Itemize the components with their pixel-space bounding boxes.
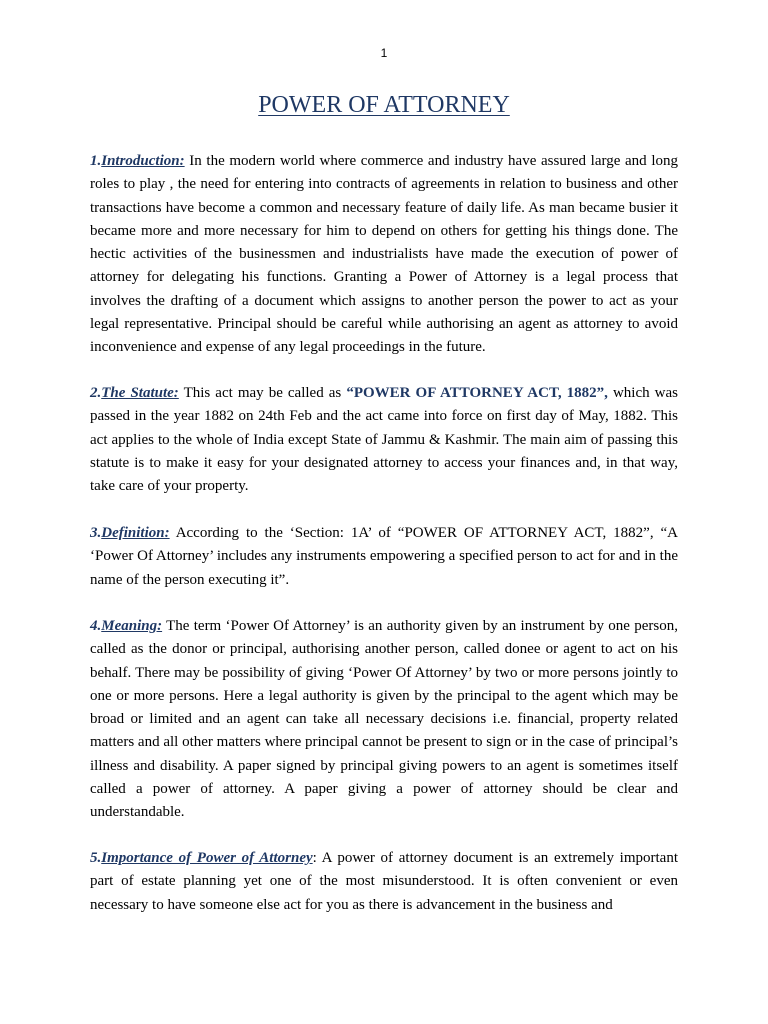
section-number: 3. <box>90 525 102 541</box>
section-body-continued: which was passed in the year 1882 on 24th Feb and the act came into force on first day of May, 1882. This act applies to the whole of India except State of Jammu & Kashmir. The main aim of passing this statute is to make it easy for your designated attorney to access your finances and, in that way, take care of your property. <box>90 385 678 495</box>
section-introduction <box>90 150 678 360</box>
act-name-emphasis: “POWER OF ATTORNEY ACT, 1882”, <box>346 385 608 401</box>
section-heading <box>90 525 170 541</box>
section-body: According to the ‘Section: 1A’ of “POWER OF ATTORNEY ACT, 1882”, “A ‘Power Of Attorney’ includes any instruments empowering a specified person to act for and in the name of the person executing it”. <box>90 525 678 588</box>
section-definition <box>90 522 678 592</box>
section-meaning <box>90 615 678 825</box>
section-body: In the modern world where commerce and industry have assured large and long roles to play , the need for entering into contracts of agreements in relation to business and other transactions have become a common and necessary feature of daily life. As man became busier it became more and more necessary for him to depend on others for getting his things done. The hectic activities of the businessmen and industrialists have made the execution of power of attorney for delegating his functions. Granting a Power of Attorney is a legal process that involves the drafting of a document which assigns to another person the power to act as your legal representative. Principal should be careful while authorising an agent as attorney to avoid inconvenience and expense of any legal proceedings in the future. <box>90 153 678 356</box>
section-number: 1. <box>90 153 102 169</box>
section-heading-label: The Statute: <box>101 385 179 401</box>
section-heading-label: Introduction: <box>101 153 185 169</box>
section-importance <box>90 847 678 917</box>
section-statute <box>90 382 678 498</box>
section-body: The term ‘Power Of Attorney’ is an authority given by an instrument by one person, called as the donor or principal, authorising another person, called donee or agent to act on his behalf. There may be possibility of giving ‘Power Of Attorney’ by two or more persons jointly to one or more persons. Here a legal authority is given by the principal to the agent which may be broad or limited and an agent can take all necessary decisions i.e. financial, property related matters and all other matters where principal cannot be present to sign or in the case of principal’s illness and disability. A paper signed by principal giving powers to an agent is sometimes itself called a power of attorney. A paper giving a power of attorney should be clear and understandable. <box>90 618 678 821</box>
section-number: 5. <box>90 850 102 866</box>
section-heading-label: Meaning: <box>101 618 163 634</box>
section-heading <box>90 153 185 169</box>
document-title: POWER OF ATTORNEY <box>258 92 510 118</box>
section-heading <box>90 385 179 401</box>
section-heading-label: Definition: <box>101 525 170 541</box>
section-number: 2. <box>90 385 102 401</box>
section-number: 4. <box>90 618 102 634</box>
section-heading <box>90 618 162 634</box>
section-heading-label: Importance of Power of Attorney <box>101 850 313 866</box>
section-heading <box>90 850 313 866</box>
section-body: This act may be called as <box>178 385 347 401</box>
page-number: 1 <box>380 46 388 60</box>
section-body: : A power of attorney document is an extremely important part of estate planning yet one of the most misunderstood. It is often convenient or even necessary to have someone else act for you as there is advancement in the business and <box>90 850 678 913</box>
